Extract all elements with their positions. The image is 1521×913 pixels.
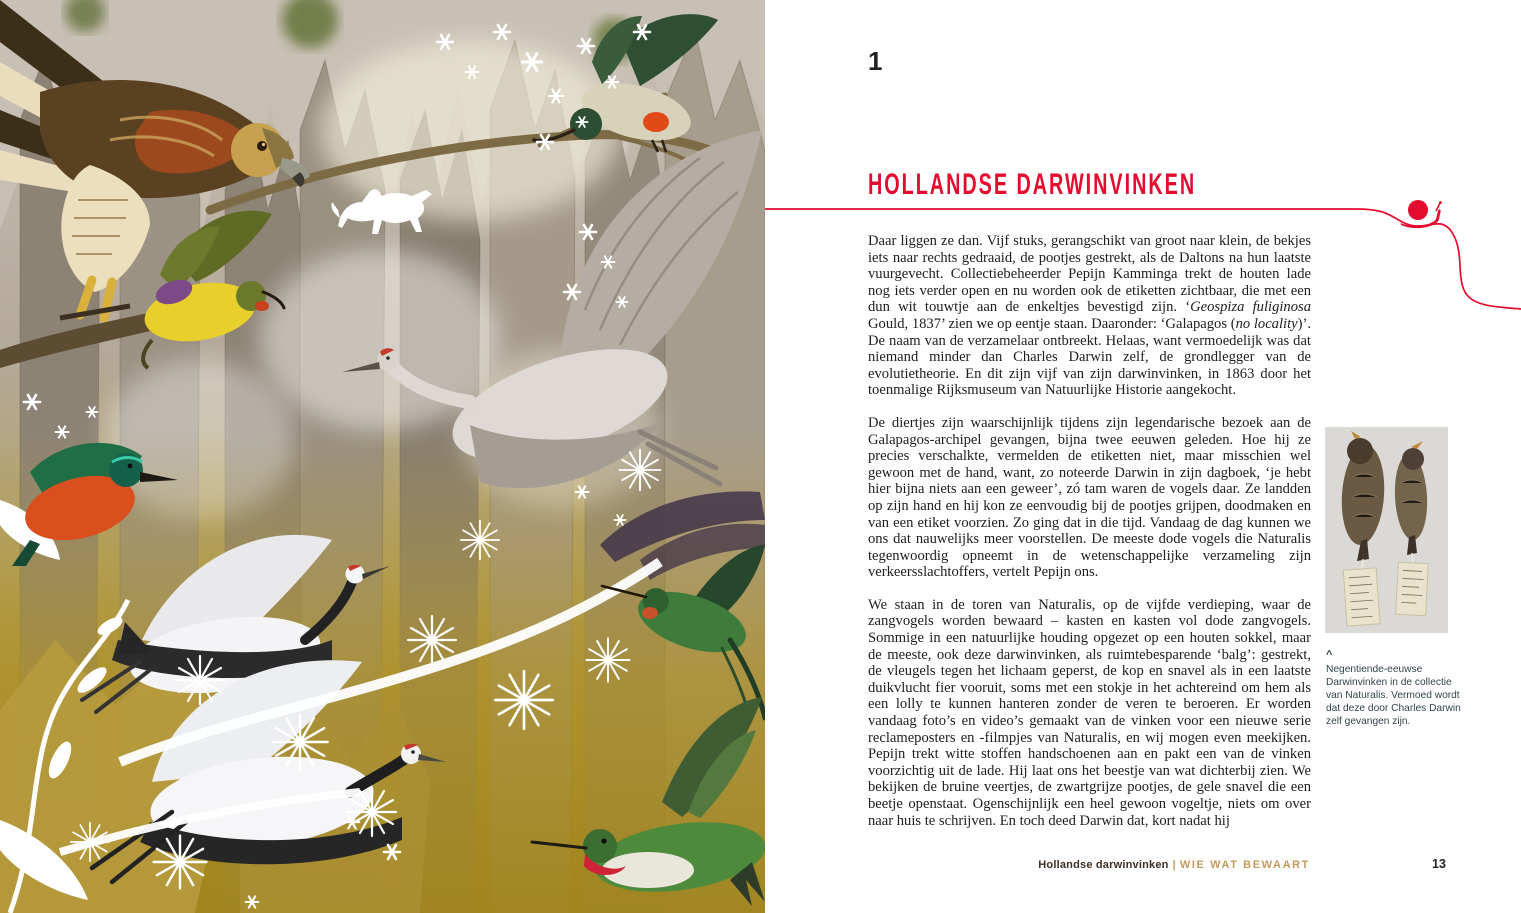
specimen-photo [1325,427,1448,633]
page-title: HOLLANDSE DARWINVINKEN [868,168,1197,201]
footer-section-label: Hollandse darwinvinken [1038,859,1169,871]
caret-up-icon: ^ [1326,649,1333,661]
chapter-number: 1 [868,46,883,76]
footer-book-title: WIE WAT BEWAART [1179,859,1310,871]
footer-separator: | [1172,859,1176,871]
page-number: 13 [1432,857,1446,871]
body-text: Daar liggen ze dan. Vijf stuks, gerangschikt van groot naar klein, de bekjes iets naar rechts gedraaid, de pootjes gestrekt, als de Daltons na hun laatste vuurgevecht. Collectiebeheerder Pepijn Kamminga trekt de houten lade nog iets verder open en nu worden ook de etiketten zichtbaar, die met een dun wit touwtje aan de enkeltjes bevestigd zijn. ‘Geospiza fuliginosa Gould, 1837’ zien we op eentje staan. Daaronder: ‘Galapagos (no locality)’. De naam van de verzamelaar ontbreekt. Helaas, want vermoedelijk was dat niemand minder dan Charles Darwin zelf, de grondlegger van de evolutietheorie. En dit zijn vijf van zijn darwinvinken, in 1863 door het toenmalige Rijksmuseum van Natuurlijke Historie aangekocht. De diertjes zijn waarschijnlijk tijdens zijn legendarische bezoek aan de Galapagos-archipel gevangen, bijna twee eeuwen geleden. Hoe hij ze precies verschalkte, vermelden de etiketten niet, maar misschien wel gewoon met de hand, want, zo noteerde Darwin in zijn dagboek, ‘je hebt hier bijna niets aan een geweer’, zó tam waren de vogels daar. Ze landden op zijn hand en hij kon ze eenvoudig bij de pootjes grijpen, doodmaken en van een etiket voorzien. Zo ging dat in die tijd. Vandaag de dag kunnen we ons dat nauwelijks meer voorstellen. De meeste dode vogels die Naturalis tegenwoordig opneemt in de wetenschappelijke verzameling zijn verkeersslachtoffers, vertelt Pepijn ons. We staan in de toren van Naturalis, op de vijfde verdieping, waar de zangvogels worden bewaard – kasten en kasten vol dode zangvogels. Sommige in een natuurlijke houding opgezet op een houten sokkel, maar de meeste, ook deze darwinvinken, als ruimtebesparende ‘balg’: gestrekt, de vleugels tegen het lichaam geperst, de kop en snavel als in een laatste duikvlucht fier vooruit, soms met een stokje in het achtereind om hem als een lolly te kunnen hanteren zonder de veren te beroeren. Er worden vandaag foto’s en video’s gemaakt van de vinken voor een nieuwe serie reclameposters en -filmpjes van Naturalis, en wij mogen even meekijken. Pepijn trekt witte stoffen handschoenen aan en pakt een van de vinken voorzichtig uit de lade. Hij laat ons het beestje van wat dichterbij zien. We bekijken de bruine veertjes, de zwartgrijze pootjes, de gele snavel die een beetje openstaat. Ogenschijnlijk een heel gewoon vogeltje, niets om over naar huis te schrijven. En toch deed Darwin dat, kort nadat hij [868,233,1311,829]
figure-caption-text: Negentiende-eeuwse Darwinvinken in de collectie van Naturalis. Vermoed wordt dat deze door Charles Darwin zelf gevangen zijn. [1326,664,1461,727]
figure-caption [1326,650,1468,728]
running-footer [868,859,1310,871]
